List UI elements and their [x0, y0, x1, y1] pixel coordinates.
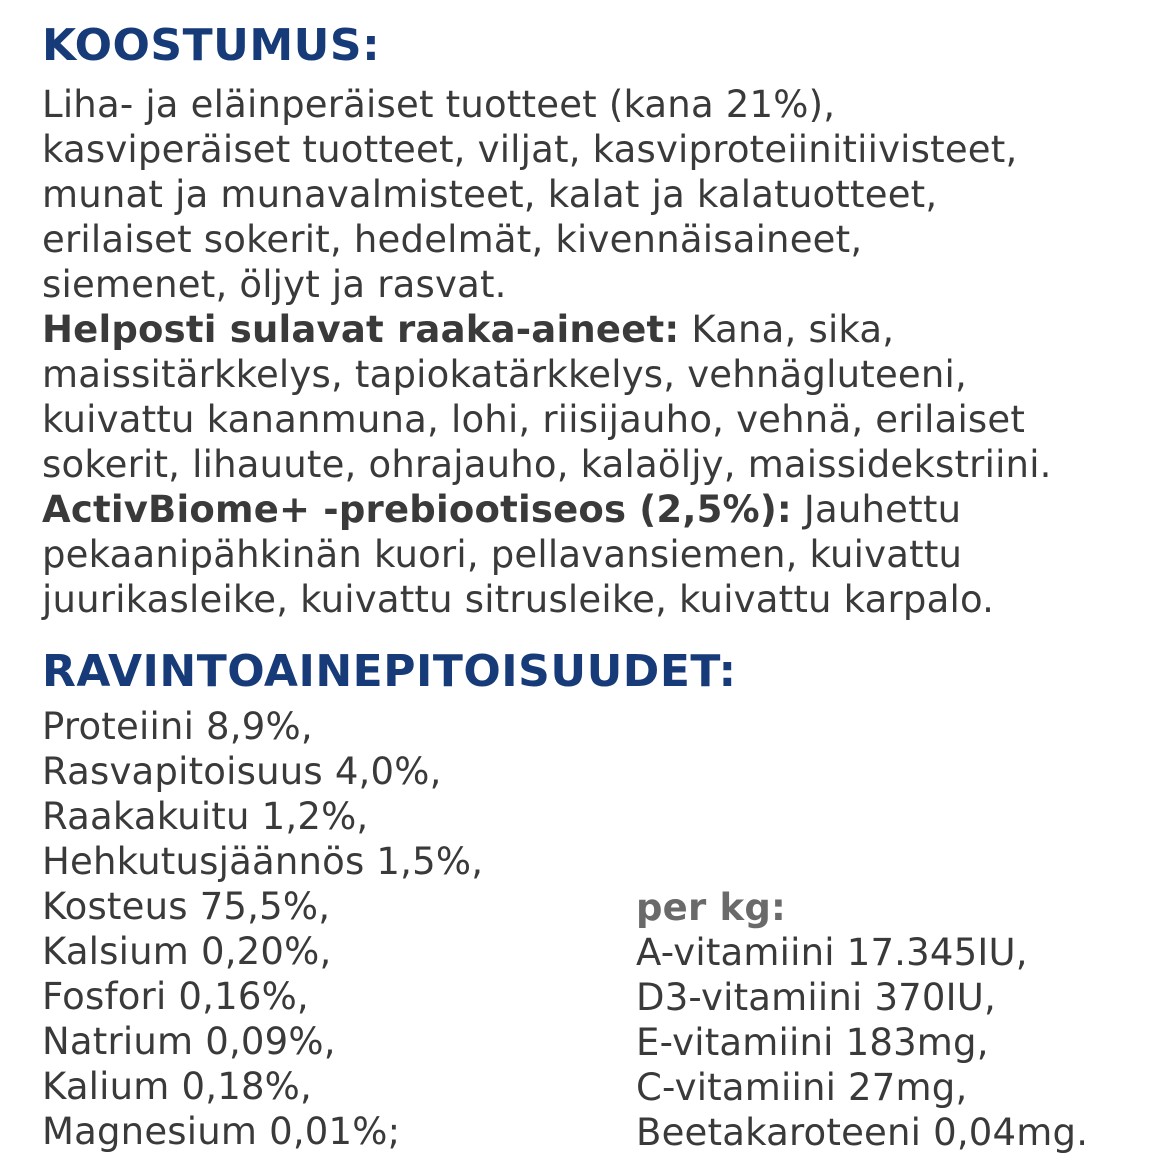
- vitamin-item: A-vitamiini 17.345IU,: [636, 931, 1028, 974]
- composition-line: erilaiset sokerit, hedelmät, kivennäisaineet,: [42, 218, 863, 261]
- digestible-ingredients-line: maissitärkkelys, tapiokatärkkelys, vehnägluteeni,: [42, 353, 967, 396]
- vitamin-item: C-vitamiini 27mg,: [636, 1066, 968, 1109]
- nutrient-item: Hehkutusjäännös 1,5%,: [42, 840, 484, 883]
- nutrient-item: Magnesium 0,01%;: [42, 1110, 401, 1153]
- composition-text: [42, 82, 1052, 622]
- nutrient-item: Fosfori 0,16%,: [42, 975, 309, 1018]
- nutrient-item: Kosteus 75,5%,: [42, 885, 331, 928]
- vitamin-item: D3-vitamiini 370IU,: [636, 976, 997, 1019]
- digestible-ingredients-text: Kana, sika,: [679, 308, 895, 351]
- per-kg-list: [636, 885, 1088, 1155]
- nutrient-item: Rasvapitoisuus 4,0%,: [42, 750, 442, 793]
- nutrient-item: Kalsium 0,20%,: [42, 930, 332, 973]
- prebiotic-label: ActivBiome+ -prebiootiseos (2,5%):: [42, 488, 792, 531]
- composition-line: munat ja munavalmisteet, kalat ja kalatuotteet,: [42, 173, 938, 216]
- prebiotic-line: [42, 487, 1052, 532]
- per-kg-label: per kg:: [636, 886, 786, 929]
- prebiotic-line: pekaanipähkinän kuori, pellavansiemen, kuivattu: [42, 533, 963, 576]
- composition-heading: KOOSTUMUS:: [42, 20, 381, 71]
- digestible-ingredients-line: kuivattu kananmuna, lohi, riisijauho, vehnä, erilaiset: [42, 398, 1026, 441]
- prebiotic-text: Jauhettu: [791, 488, 962, 531]
- digestible-ingredients-line: [42, 307, 1052, 352]
- nutrients-list: [42, 704, 483, 1154]
- nutrient-item: Proteiini 8,9%,: [42, 705, 313, 748]
- digestible-ingredients-label: Helposti sulavat raaka-aineet:: [42, 308, 680, 351]
- vitamin-item: Beetakaroteeni 0,04mg.: [636, 1111, 1089, 1154]
- vitamin-item: E-vitamiini 183mg,: [636, 1021, 989, 1064]
- prebiotic-line: juurikasleike, kuivattu sitrusleike, kuivattu karpalo.: [42, 578, 995, 621]
- nutrient-item: Natrium 0,09%,: [42, 1020, 336, 1063]
- nutrients-heading: RAVINTOAINEPITOISUUDET:: [42, 646, 737, 697]
- digestible-ingredients-line: sokerit, lihauute, ohrajauho, kalaöljy, maissidekstriini.: [42, 443, 1052, 486]
- composition-line: siemenet, öljyt ja rasvat.: [42, 263, 507, 306]
- nutrient-item: Raakakuitu 1,2%,: [42, 795, 369, 838]
- composition-line: Liha- ja eläinperäiset tuotteet (kana 21%),: [42, 83, 836, 126]
- composition-line: kasviperäiset tuotteet, viljat, kasviproteiinitiivisteet,: [42, 128, 1018, 171]
- nutrient-item: Kalium 0,18%,: [42, 1065, 313, 1108]
